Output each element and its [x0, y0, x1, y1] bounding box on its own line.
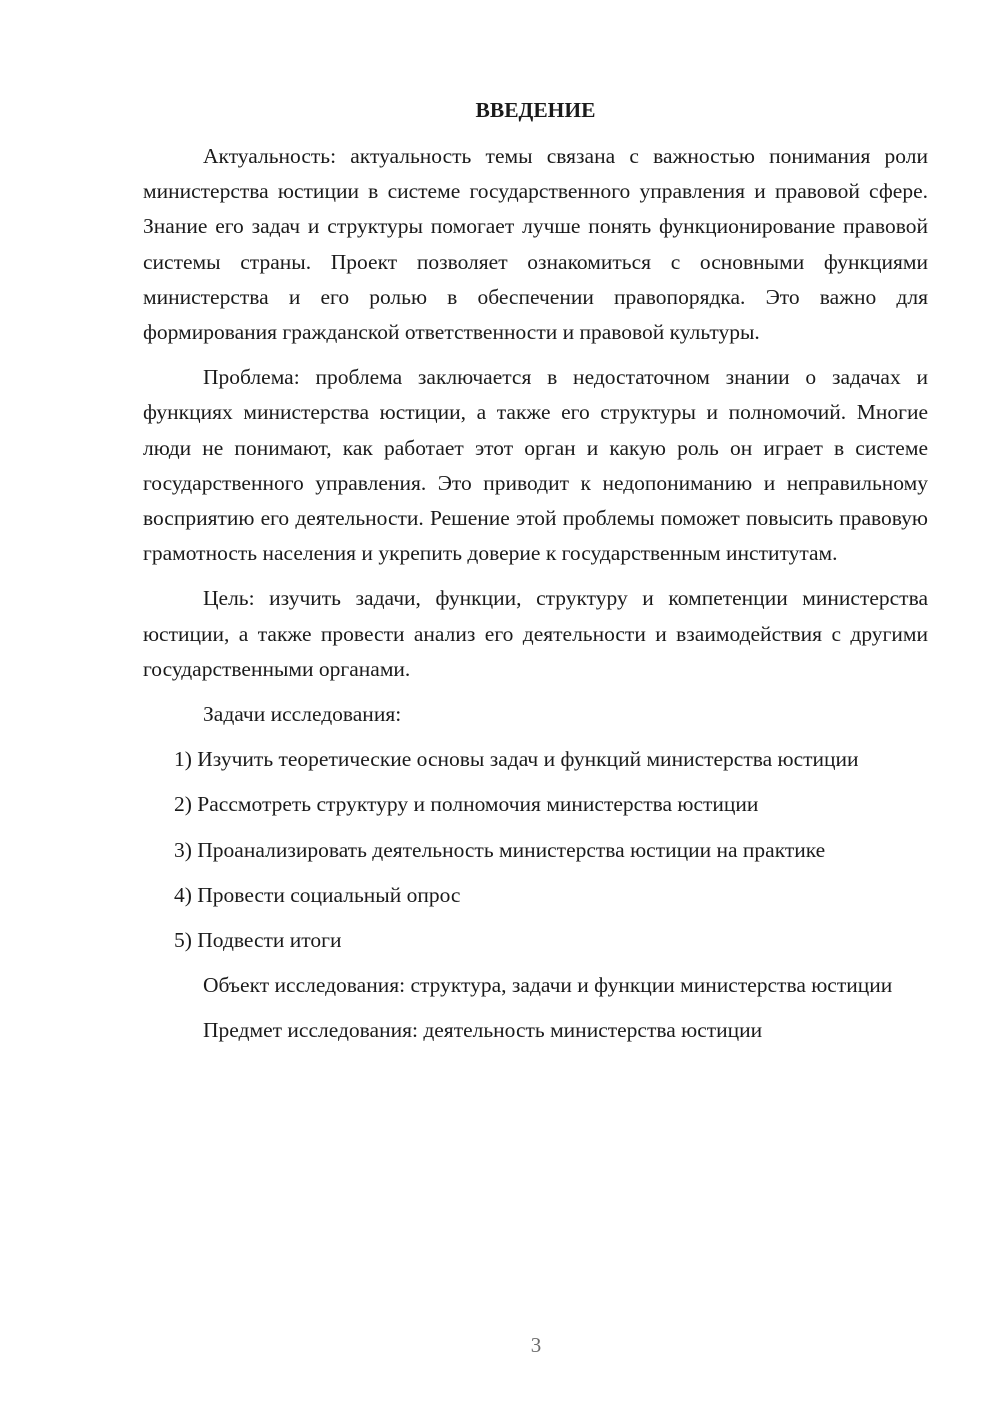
goal-paragraph: Цель: изучить задачи, функции, структуру и компетенции министерства юстиции, а также провести анализ его деятельности и взаимодействия с другими государственными органами. — [143, 586, 928, 681]
relevance-paragraph: Актуальность: актуальность темы связана с важностью понимания роли министерства юстиции в системе государственного управления и правовой сфере. Знание его задач и структуры помогает лучше понять функционирование правовой системы страны. Проект позволяет ознакомиться с основными функциями министерства и его ролью в обеспечении правопорядка. Это важно для формирования гражданской ответственности и правовой культуры. — [143, 144, 928, 345]
document-page — [143, 95, 928, 1059]
problem-paragraph: Проблема: проблема заключается в недостаточном знании о задачах и функциях министерства юстиции, а также его структуры и полномочий. Многие люди не понимают, как работает этот орган и какую роль он играет в системе государственного управления. Это приводит к недопониманию и неправильному восприятию его деятельности. Решение этой проблемы поможет повысить правовую грамотность населения и укрепить доверие к государственным институтам. — [143, 365, 928, 566]
task-item-1: 1) Изучить теоретические основы задач и функций министерства юстиции — [174, 747, 859, 772]
object-paragraph: Объект исследования: структура, задачи и функции министерства юстиции — [203, 973, 893, 998]
task-item-3: 3) Проанализировать деятельность министерства юстиции на практике — [174, 837, 826, 862]
page-title: ВВЕДЕНИЕ — [475, 98, 596, 122]
subject-paragraph: Предмет исследования: деятельность министерства юстиции — [203, 1018, 763, 1043]
task-item-4: 4) Провести социальный опрос — [174, 882, 461, 907]
page-number: 3 — [530, 1333, 542, 1357]
task-item-5: 5) Подвести итоги — [174, 928, 342, 953]
tasks-heading: Задачи исследования: — [203, 702, 402, 727]
task-item-2: 2) Рассмотреть структуру и полномочия министерства юстиции — [174, 792, 759, 817]
